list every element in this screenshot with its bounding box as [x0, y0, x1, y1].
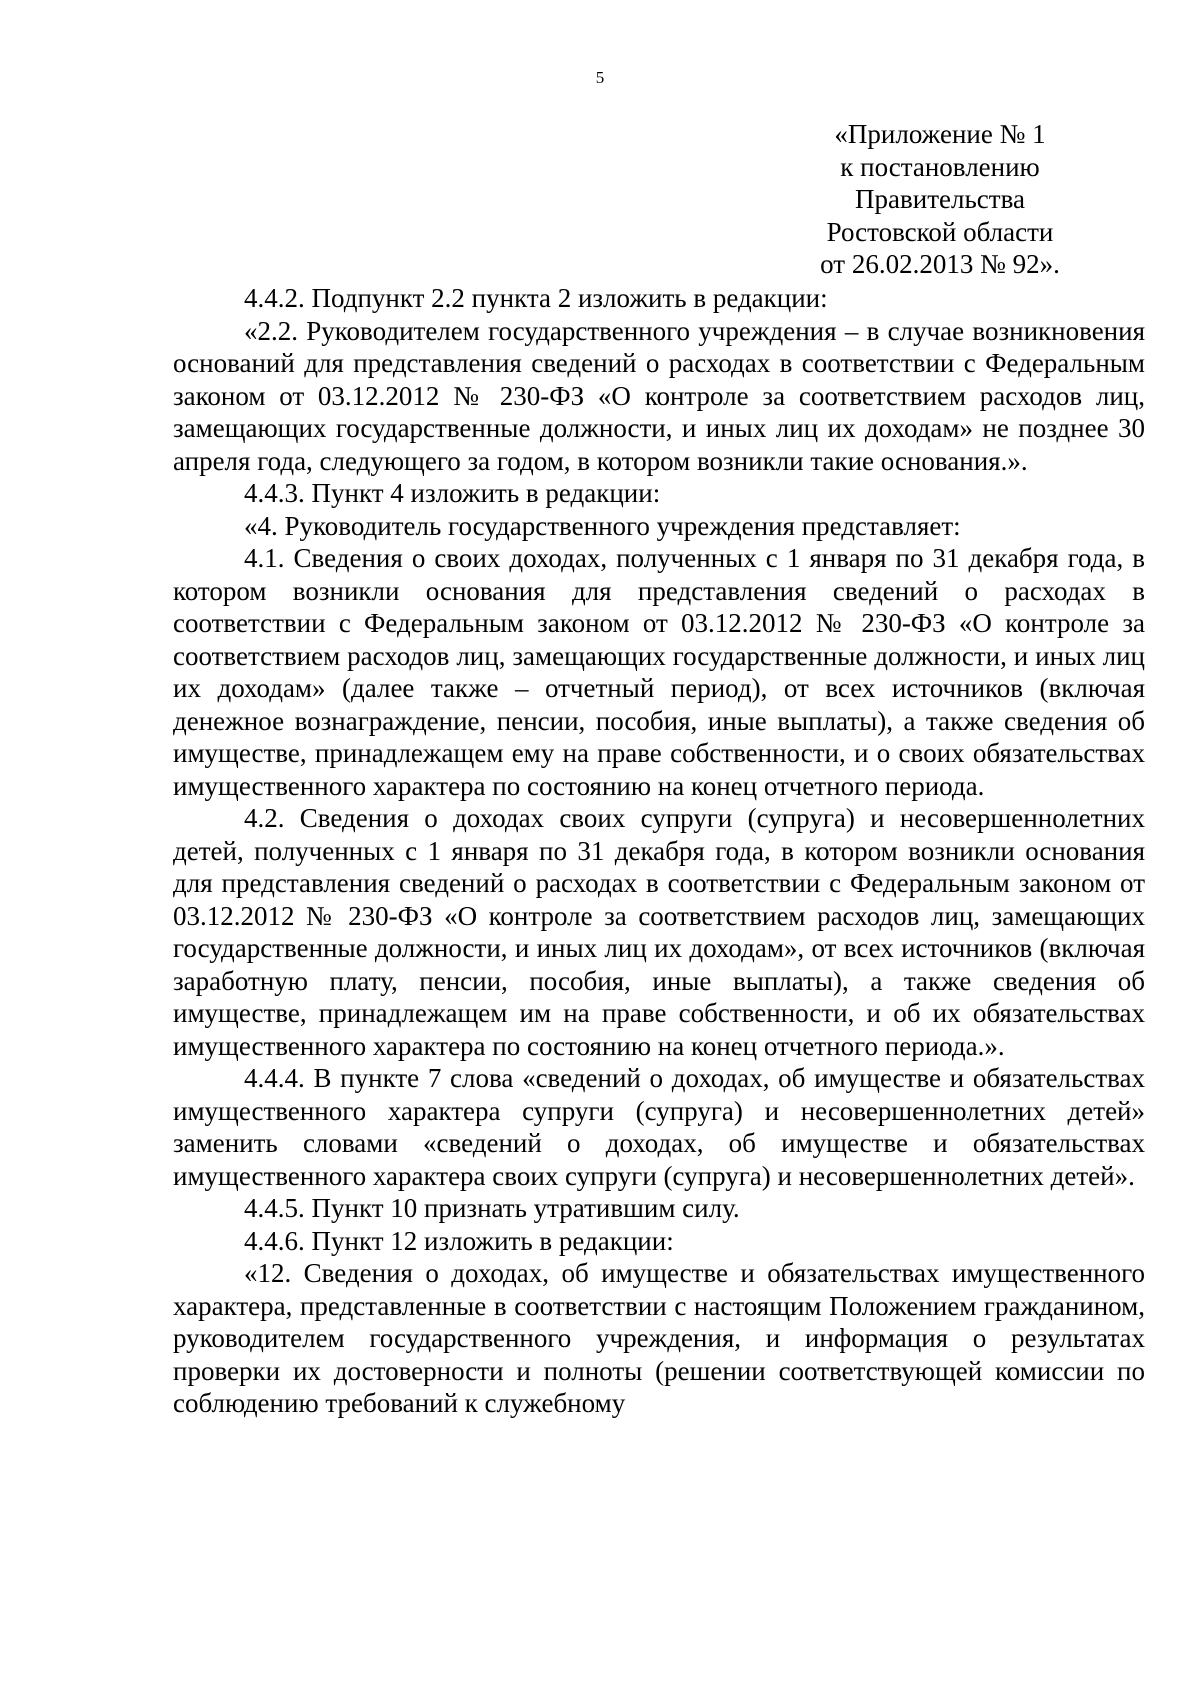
page-number: 5 [595, 68, 605, 87]
document-body [173, 282, 1145, 1420]
appendix-line-region: Ростовской области [826, 216, 1054, 247]
paragraph-4-4-6: 4.4.6. Пункт 12 изложить в редакции: [244, 1225, 674, 1256]
paragraph-2-2-text: «2.2. Руководителем государственного учреждения – в случае возникновения оснований для представления сведений о расходах в соответствии с Федеральным законом от 03.12.2012 № 230-ФЗ «О контроле за соответствием расходов лиц, замещающих государственные должности, и иных лиц их доходам» не позднее 30 апреля года, следующего за годом, в котором возникли такие основания.». [173, 315, 1145, 476]
appendix-reference [820, 118, 1060, 281]
paragraph-4-4-2: 4.4.2. Подпункт 2.2 пункта 2 изложить в редакции: [244, 283, 828, 313]
paragraph-4-4-4: 4.4.4. В пункте 7 слова «сведений о доходах, об имуществе и обязательствах имущественного характера супруги (супруга) и несовершеннолетних детей» заменить словами «сведений о доходах, об имуществе и обязательствах имущественного характера своих супруги (супруга) и несовершеннолетних детей». [173, 1063, 1145, 1191]
appendix-line-date-number: от 26.02.2013 № 92». [820, 249, 1060, 279]
paragraph-4-2: 4.2. Сведения о доходах своих супруги (супруга) и несовершеннолетних детей, полученных с 1 января по 31 декабря года, в котором возникли основания для представления сведений о расходах в соответствии с Федеральным законом от 03.12.2012 № 230-ФЗ «О контроле за соответствием расходов лиц, замещающих государственные должности, и иных лиц их доходам», от всех источников (включая заработную плату, пенсии, пособия, иные выплаты), а также сведения об имуществе, принадлежащем им на праве собственности, и об их обязательствах имущественного характера по состоянию на конец отчетного периода.». [173, 803, 1145, 1061]
paragraph-4-4-3: 4.4.3. Пункт 4 изложить в редакции: [244, 478, 661, 508]
paragraph-4-intro: «4. Руководитель государственного учреждения представляет: [244, 510, 961, 541]
appendix-line-resolution: к постановлению [840, 151, 1040, 182]
appendix-line-government: Правительства [855, 184, 1025, 214]
paragraph-4-1: 4.1. Сведения о своих доходах, полученных с 1 января по 31 декабря года, в котором возникли основания для представления сведений о расходах в соответствии с Федеральным законом от 03.12.2012 № 230-ФЗ «О контроле за соответствием расходов лиц, замещающих государственные должности, и иных лиц их доходам» (далее также – отчетный период), от всех источников (включая денежное вознаграждение, пенсии, пособия, иные выплаты), а также сведения об имуществе, принадлежащем ему на праве собственности, и о своих обязательствах имущественного характера по состоянию на конец отчетного периода. [173, 543, 1145, 801]
paragraph-12-text: «12. Сведения о доходах, об имуществе и обязательствах имущественного характера, представленные в соответствии с настоящим Положением гражданином, руководителем государственного учреждения, и информация о результатах проверки их достоверности и полноты (решении соответствующей комиссии по соблюдению требований к служебному [173, 1258, 1145, 1418]
appendix-title: «Приложение № 1 [834, 119, 1046, 149]
paragraph-4-4-5: 4.4.5. Пункт 10 признать утратившим силу. [244, 1193, 740, 1223]
